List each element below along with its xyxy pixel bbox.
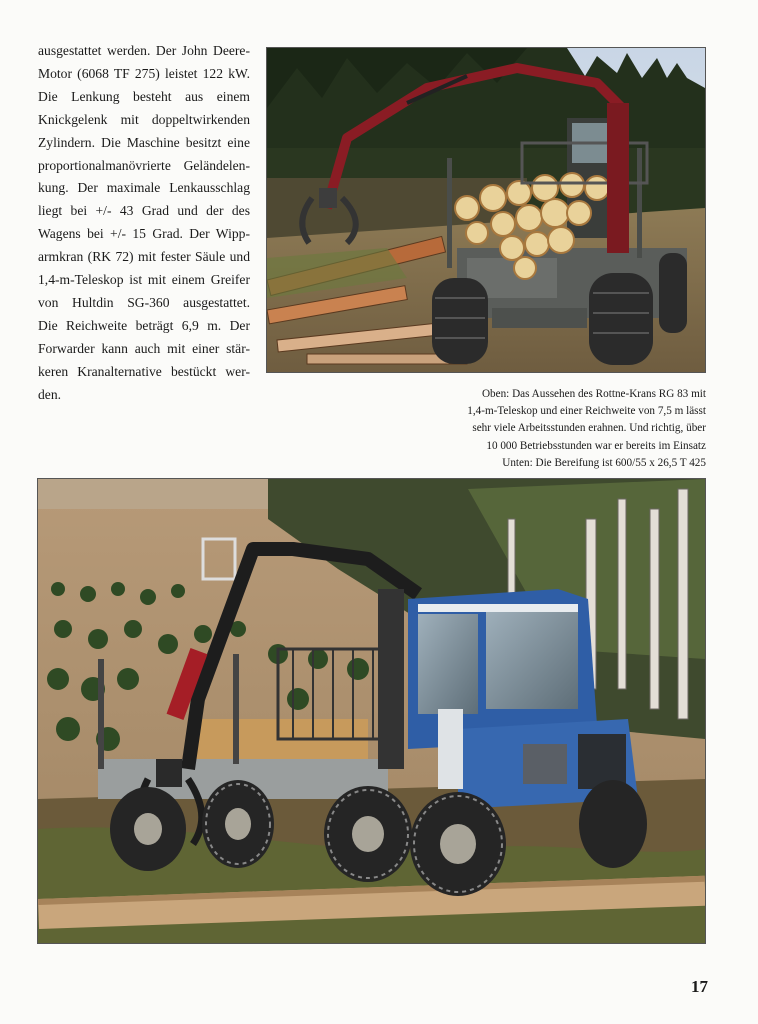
caption-line: Unten: Die Bereifung ist 600/55 x 26,5 T 425 bbox=[502, 456, 706, 469]
caption-line: Oben: Das Aussehen des Rottne-Krans RG 83 mit bbox=[481, 388, 706, 400]
text-line: den. bbox=[38, 386, 62, 402]
text-line: Die Lenkung besteht aus einem bbox=[38, 88, 250, 104]
caption-line: 10 000 Betriebsstunden war er bereits im Einsatz bbox=[486, 439, 706, 452]
text-line: keren Kranalternative bestückt wer- bbox=[38, 363, 250, 379]
text-line: Die Reichweite beträgt 6,9 m. Der bbox=[38, 317, 250, 333]
photo-caption bbox=[376, 386, 706, 472]
body-text bbox=[38, 40, 250, 407]
text-line: 1,4-m-Teleskop ist mit einem Greifer bbox=[38, 272, 250, 288]
text-line: Motor (6068 TF 275) leistet 122 kW. bbox=[38, 65, 250, 81]
text-line: proportionalmanövrierte Geländelen- bbox=[38, 157, 250, 173]
text-line: liegt bei +/- 43 Grad und der des bbox=[38, 203, 250, 219]
text-line: von Hultdin SG-360 ausgestattet. bbox=[38, 294, 250, 310]
caption-line: sehr viele Arbeitsstunden erahnen. Und richtig, über bbox=[472, 422, 706, 435]
caption-line: 1,4-m-Teleskop und einer Reichweite von 7,5 m lässt bbox=[467, 405, 706, 418]
photo-forwarder-log-load bbox=[266, 47, 706, 373]
text-line: ausgestattet werden. Der John Deere- bbox=[38, 43, 250, 58]
text-line: Zylindern. Die Maschine besitzt eine bbox=[38, 134, 250, 150]
page-number: 17 bbox=[691, 977, 708, 996]
text-line: armkran (RK 72) mit fester Säule und bbox=[38, 249, 250, 265]
photo-blue-forwarder bbox=[37, 478, 706, 944]
text-line: Forwarder kann auch mit einer stär- bbox=[38, 340, 250, 356]
text-line: Wagens bei +/- 15 Grad. Der Wipp- bbox=[38, 226, 250, 242]
text-line: Knickgelenk mit doppeltwirkenden bbox=[38, 111, 250, 127]
text-line: kung. Der maximale Lenkausschlag bbox=[38, 180, 250, 196]
